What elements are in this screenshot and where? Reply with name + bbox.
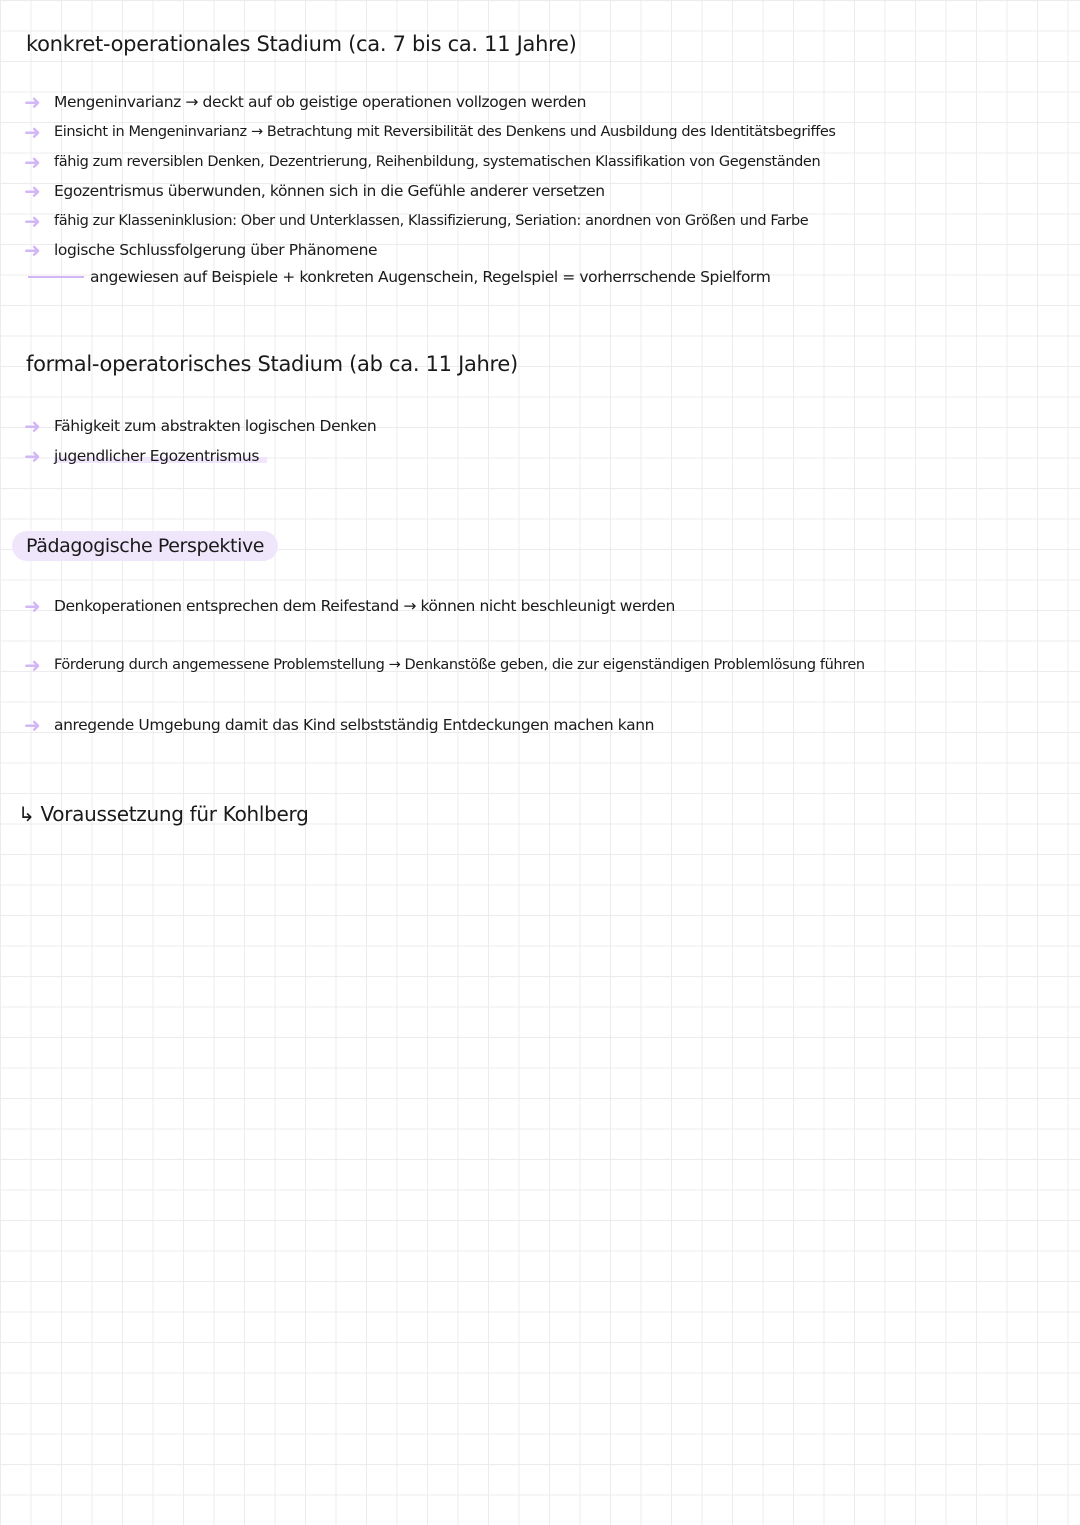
arrow-icon: ➜ — [24, 120, 41, 144]
list-item: ➜ fähig zum reversiblen Denken, Dezentrierung, Reihenbildung, systematischen Klassifikation von Gegenständen — [24, 150, 821, 174]
list-item: ➜ Einsicht in Mengeninvarianz → Betrachtung mit Reversibilität des Denkens und Ausbildung des Identitätsbegriffes — [24, 120, 836, 144]
list-item: ➜ Mengeninvarianz → deckt auf ob geistige operationen vollzogen werden — [24, 90, 587, 114]
list-item: ➜ logische Schlussfolgerung über Phänomene — [24, 238, 378, 262]
arrow-icon: ➜ — [24, 209, 41, 233]
list-item: ➜ jugendlicher Egozentrismus — [24, 446, 267, 466]
arrow-icon: ➜ — [24, 594, 41, 618]
arrow-icon: ➜ — [24, 713, 41, 737]
arrow-icon: ➜ — [24, 238, 41, 262]
arrow-icon: ➜ — [24, 179, 41, 203]
list-item: ➜ Fähigkeit zum abstrakten logischen Denken — [24, 414, 377, 438]
conclusion: ↳ Voraussetzung für Kohlberg — [18, 802, 309, 826]
list-item: ➜ Denkoperationen entsprechen dem Reifestand → können nicht beschleunigt werden — [24, 594, 675, 618]
connector-line — [28, 276, 84, 278]
arrow-icon: ➜ — [24, 444, 41, 468]
heading-formal-operatorisch: formal-operatorisches Stadium (ab ca. 11 Jahre) — [26, 352, 518, 376]
arrow-icon: ➜ — [24, 653, 41, 677]
return-arrow-icon: ↳ — [18, 802, 35, 826]
heading-konkret-operational: konkret-operationales Stadium (ca. 7 bis ca. 11 Jahre) — [26, 32, 577, 56]
list-item: ➜ Förderung durch angemessene Problemstellung → Denkanstöße geben, die zur eigenständigen Problemlösung führen — [24, 653, 865, 677]
arrow-icon: ➜ — [24, 150, 41, 174]
arrow-icon: ➜ — [24, 414, 41, 438]
list-item: ➜ fähig zur Klasseninklusion: Ober und Unterklassen, Klassifizierung, Seriation: anordnen von Größen und Farbe — [24, 209, 809, 233]
heading-paedagogische-perspektive: Pädagogische Perspektive — [12, 531, 278, 561]
list-item: ➜ anregende Umgebung damit das Kind selbstständig Entdeckungen machen kann — [24, 713, 655, 737]
sub-note: angewiesen auf Beispiele + konkreten Augenschein, Regelspiel = vorherrschende Spielform — [28, 268, 770, 286]
arrow-icon: ➜ — [24, 90, 41, 114]
list-item: ➜ Egozentrismus überwunden, können sich in die Gefühle anderer versetzen — [24, 179, 605, 203]
